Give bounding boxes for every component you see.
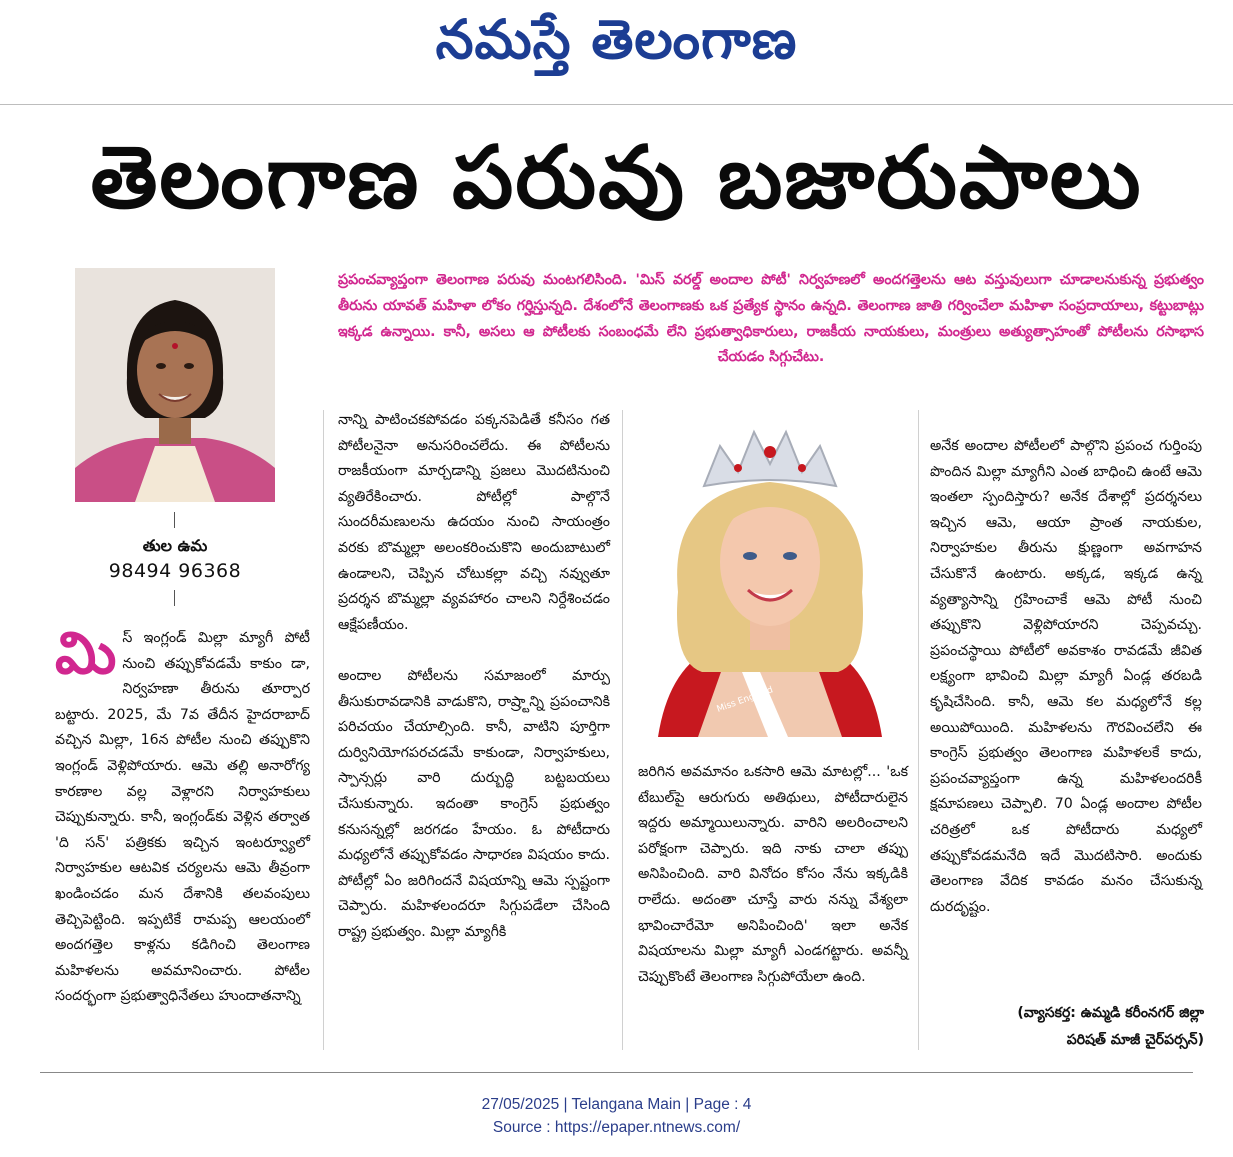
article-column-3 bbox=[638, 760, 908, 990]
column-3-text: జరిగిన అవమానం ఒకసారి ఆమె మాటల్లో... 'ఒక టేబుల్‌పై ఆరుగురు అతిథులు, పోటీదారులైన ఇద్దరు అమ్మాయిలున్నారు. వారిని అలరించాలని పరోక్షంగా చెప్పారు. ఇది నాకు చాలా తప్పు అనిపించింది. వారి వినోదం కోసం నేను ఇక్కడికి రాలేదు. అదంతా చూస్తే వారు నన్ను వేశ్యలా భావించారేమో అనిపించింది' ఇలా అనేక విషయాలను మిల్లా మ్యాగీ ఎండగట్టారు. అవన్నీ చెప్పుకొంటే తెలంగాణ సిగ్గుపోయేలా ఉంది. bbox=[638, 764, 908, 985]
column-2-paragraph-2: అందాల పోటీలను సమాజంలో మార్పు తీసుకురావడానికి వాడుకొని, రాష్ర్టాన్ని ప్రపంచానికి పరిచయం చేయాల్సింది. కానీ, వాటిని పూర్తిగా దుర్వినియోగపరచడమే కాకుండా, నిర్వాహకులు, స్పాన్సర్లు వారి దుర్బుద్ధి బట్టబయలు చేసుకున్నారు. ఇదంతా కాంగ్రెస్ ప్రభుత్వం కనుసన్నల్లో జరగడం హేయం. ఓ పోటీదారు మధ్యలోనే తప్పుకోవడం సాధారణ విషయం కాదు. పోటీల్లో ఏం జరిగిందనే విషయాన్ని ఆమె స్పష్టంగా చెప్పారు. మహిళలందరూ సిగ్గుపడేలా చేసింది రాష్ట్ర ప్రభుత్వం. మిల్లా మ్యాగీకి bbox=[338, 667, 610, 940]
masthead bbox=[0, 0, 1233, 106]
article-column-2 bbox=[338, 408, 610, 971]
column-4-text: అనేక అందాల పోటీలలో పాల్గొని ప్రపంచ గుర్తింపు పొందిన మిల్లా మ్యాగీని ఎంత బాధించి ఉంటే ఆమె ఇంతలా స్పందిస్తారు? అనేక దేశాల్లో ప్రదర్శనలు ఇచ్చిన ఆమె, ఆయా ప్రాంత నాయకుల, నిర్వాహకుల తీరును క్షుణ్ణంగా అవగాహన చేసుకొనే ఉంటారు. అక్కడ, ఇక్కడ ఉన్న వ్యత్యాసాన్ని గ్రహించాకే ఆమె పోటీ నుంచి తప్పుకొని వెళ్లిపోయారని చెప్పవచ్చు. ప్రపంచస్థాయి పోటీలో అవకాశం రావడమే జీవిత లక్ష్యంగా భావించి మిల్లా మ్యాగీ ఏండ్ల తరబడి కృషిచేసింది. కానీ, ఆమె కల మధ్యలోనే కల్ల అయిపోయింది. మహిళలను గౌరవించలేని ఈ కాంగ్రెస్ ప్రభుత్వం తెలంగాణ మహిళలకే కాదు, ప్రపంచవ్యాప్తంగా ఉన్న మహిళలందరికీ క్షమాపణలు చెప్పాలి. 70 ఏండ్ల అందాల పోటీల చరిత్రలో ఒక పోటీదారు మధ్యలో తప్పుకోవడమనేది ఇదే మొదటిసారి. అందుకు తెలంగాణ వేదిక కావడం మనం చేసుకున్న దురదృష్టం. bbox=[930, 438, 1202, 915]
author-byline bbox=[948, 1000, 1204, 1054]
article-intro: ప్రపంచవ్యాప్తంగా తెలంగాణ పరువు మంటగలిసింది. 'మిస్ వరల్డ్ అందాల పోటీ' నిర్వహణలో అందగత్తెలను ఆట వస్తువులుగా చూడాలనుకున్న ప్రభుత్వం తీరును యావత్ మహిళా లోకం గర్హిస్తున్నది. దేశంలోనే తెలంగాణకు ఒక ప్రత్యేక స్థానం ఉన్నది. తెలంగాణ జాతి గర్వించేలా మహిళా సంప్రదాయాలు, కట్టుబాట్లు ఇక్కడ ఉన్నాయి. కానీ, అసలు ఆ పోటీలకు సంబంధమే లేని ప్రభుత్వాధికారులు, రాజకీయ నాయకులు, మంత్రులు అత్యుత్సాహంతో పోటీలను రసాభాస చేయడం సిగ్గుచేటు. bbox=[338, 272, 1204, 366]
drop-cap: మి bbox=[55, 619, 117, 687]
column-2-paragraph-1: నాన్ని పాటించకపోవడం పక్కనపెడితే కనీసం గత పోటీలనైనా అనుసరించలేదు. ఈ పోటీలను రాజకీయంగా మార్చడాన్ని ప్రజలు మొదటినుంచి వ్యతిరేకించారు. పోటీల్లో పాల్గొనే సుందరీమణులను ఉదయం నుంచి సాయంత్రం వరకు బొమ్మల్లా అలంకరించుకొని అందుబాటులో ఉండాలని, చెప్పిన చోటుకల్లా వచ్చి నవ్వుతూ ప్రదర్శన బొమ్మల్లా వ్యవహారం చాలని నిర్దేశించడం ఆక్షేపణీయం. bbox=[338, 412, 610, 633]
newspaper-logo: నమస్తే తెలంగాణ bbox=[435, 8, 798, 71]
footer-divider bbox=[40, 1072, 1193, 1073]
author-divider-top bbox=[174, 512, 175, 528]
masthead-divider bbox=[0, 104, 1233, 105]
author-divider-bottom bbox=[174, 590, 175, 606]
article-headline: తెలంగాణ పరువు బజారుపాలు bbox=[90, 128, 1143, 228]
byline-line-2: పరిషత్ మాజీ చైర్‌పర్సన్) bbox=[1066, 1032, 1204, 1048]
article-column-4 bbox=[930, 434, 1202, 920]
author-photo bbox=[75, 268, 275, 502]
footer-source-link[interactable]: Source : https://epaper.ntnews.com/ bbox=[492, 1119, 741, 1136]
article-column-1 bbox=[55, 619, 310, 1010]
column-divider-1 bbox=[323, 410, 324, 1050]
miss-england-photo bbox=[638, 412, 902, 737]
byline-line-1: (వ్యాసకర్త: ఉమ్మడి కరీంనగర్ జిల్లా bbox=[1017, 1005, 1204, 1021]
author-phone: 98494 96368 bbox=[108, 560, 242, 582]
footer-edition-info: 27/05/2025 | Telangana Main | Page : 4 bbox=[481, 1096, 752, 1113]
column-1-text: స్ ఇంగ్లండ్ మిల్లా మ్యాగీ పోటీ నుంచి తప్పుకోవడమే కాకుం డా, నిర్వహణా తీరును తూర్పార బట్టారు. 2025, మే 7వ తేదీన హైదరాబాద్ వచ్చిన మిల్లా, 16న పోటీల నుంచి తప్పుకొని ఇంగ్లండ్ వెళ్లిపోయారు. ఆమె తల్లి అనారోగ్య కారణాల వల్ల వెళ్లారని నిర్వాహకులు చెప్పుకున్నారు. కానీ, ఇంగ్లండ్‌కు వెళ్లిన తర్వాత 'ది సన్' పత్రికకు ఇచ్చిన ఇంటర్వ్యూలో నిర్వాహకుల ఆటవిక చర్యలను ఆమె తీవ్రంగా ఖండించడం మన దేశానికి తలవంపులు తెచ్చిపెట్టింది. ఇప్పటికే రామప్ప ఆలయంలో అందగత్తెల కాళ్లను కడిగించి తెలంగాణ మహిళలను అవమానించారు. పోటీల సందర్భంగా ప్రభుత్వాధినేతలు హుందాతనాన్ని bbox=[55, 630, 310, 1005]
sash-text: Miss England bbox=[715, 685, 775, 715]
footer bbox=[0, 1093, 1233, 1139]
column-divider-3 bbox=[918, 410, 919, 1050]
author-name: తుల ఉమ bbox=[142, 536, 208, 555]
column-divider-2 bbox=[622, 410, 623, 1050]
